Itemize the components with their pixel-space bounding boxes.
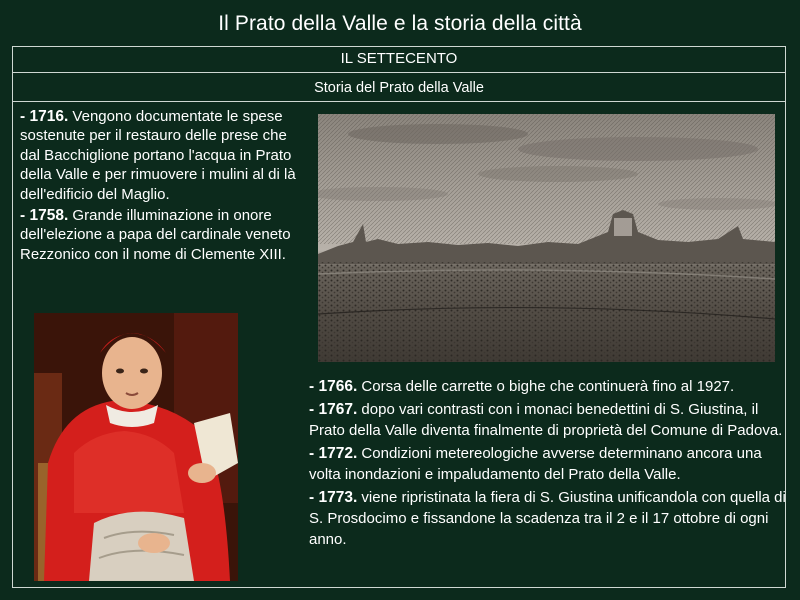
entry-year: - 1772. — [309, 445, 358, 462]
timeline-entry-1716 — [20, 107, 310, 204]
timeline-right — [309, 376, 787, 552]
entry-text: Corsa delle carrette o bighe che continuerà fino al 1927. — [357, 378, 735, 395]
cardinal-rezzonico-portrait — [34, 313, 238, 581]
entry-year: - 1767. — [309, 401, 358, 418]
entry-year: - 1773. — [309, 489, 358, 506]
timeline-entry-1766 — [309, 376, 787, 397]
timeline-entry-1767 — [309, 399, 787, 441]
portrait-illustration — [34, 313, 238, 581]
engraving-illustration — [318, 114, 775, 362]
timeline-left — [20, 107, 310, 266]
entry-year: - 1758. — [20, 207, 69, 225]
entry-text: Vengono documentate le spese sostenute per il restauro delle prese che dal Bacchiglione portano l'acqua in Prato della Valle e per rimuovere i mulini al di là dell'edificio del Maglio. — [20, 108, 296, 203]
entry-text: dopo vari contrasti con i monaci benedettini di S. Giustina, il Prato della Valle diventa finalmente di proprietà del Comune di Padova. — [309, 401, 783, 439]
timeline-entry-1758 — [20, 206, 310, 264]
page-title: Il Prato della Valle e la storia della città — [218, 12, 582, 35]
subsection-header: Storia del Prato della Valle — [12, 73, 786, 102]
entry-text: Grande illuminazione in onore dell'elezione a papa del cardinale veneto Rezzonico con il nome di Clemente XIII. — [20, 207, 291, 263]
timeline-entry-1773 — [309, 487, 787, 550]
entry-text: viene ripristinata la fiera di S. Giustina unificandola con quella di S. Prosdocimo e fissandone la scadenza tra il 2 e il 17 ottobre di ogni anno. — [309, 489, 786, 548]
entry-year: - 1766. — [309, 378, 358, 395]
prato-della-valle-engraving — [318, 114, 775, 362]
section-header: IL SETTECENTO — [12, 46, 786, 73]
timeline-entry-1772 — [309, 443, 787, 485]
entry-text: Condizioni metereologiche avverse determinano ancora una volta inondazioni e impaludamento del Prato della Valle. — [309, 445, 762, 483]
entry-year: - 1716. — [20, 108, 69, 125]
